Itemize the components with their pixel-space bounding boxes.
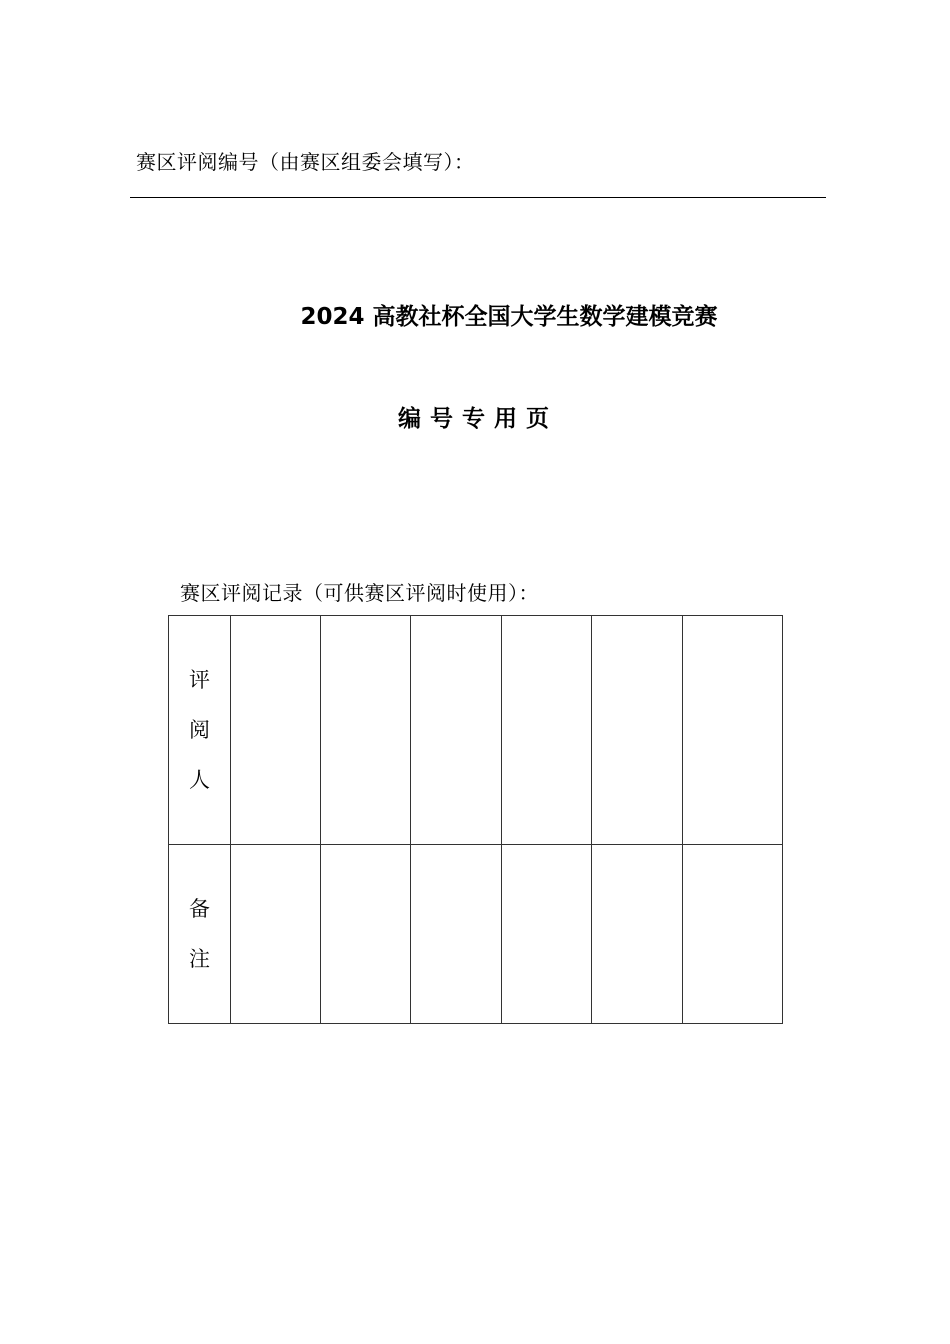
review-record-table — [168, 615, 783, 1024]
reviewer-cell[interactable] — [502, 616, 592, 845]
competition-title: 2024 高教社杯全国大学生数学建模竞赛 — [300, 304, 718, 330]
notes-label: 备注 — [189, 897, 210, 971]
reviewer-cell[interactable] — [321, 616, 411, 845]
reviewer-cell[interactable] — [592, 616, 683, 845]
notes-cell[interactable] — [592, 845, 683, 1024]
notes-cell[interactable] — [411, 845, 502, 1024]
notes-cell[interactable] — [321, 845, 411, 1024]
reviewer-cell[interactable] — [683, 616, 783, 845]
notes-row — [169, 845, 783, 1024]
reviewer-cell[interactable] — [411, 616, 502, 845]
notes-row-header — [169, 845, 231, 1024]
page-subtitle: 编号专用页 — [398, 406, 558, 432]
notes-cell[interactable] — [502, 845, 592, 1024]
reviewer-row — [169, 616, 783, 845]
review-record-label: 赛区评阅记录（可供赛区评阅时使用）： — [180, 581, 539, 605]
review-number-underline — [130, 197, 826, 198]
reviewer-cell[interactable] — [231, 616, 321, 845]
district-review-number-label: 赛区评阅编号（由赛区组委会填写）： — [136, 150, 475, 174]
notes-cell[interactable] — [231, 845, 321, 1024]
reviewer-label: 评阅人 — [189, 668, 210, 792]
notes-cell[interactable] — [683, 845, 783, 1024]
reviewer-row-header — [169, 616, 231, 845]
